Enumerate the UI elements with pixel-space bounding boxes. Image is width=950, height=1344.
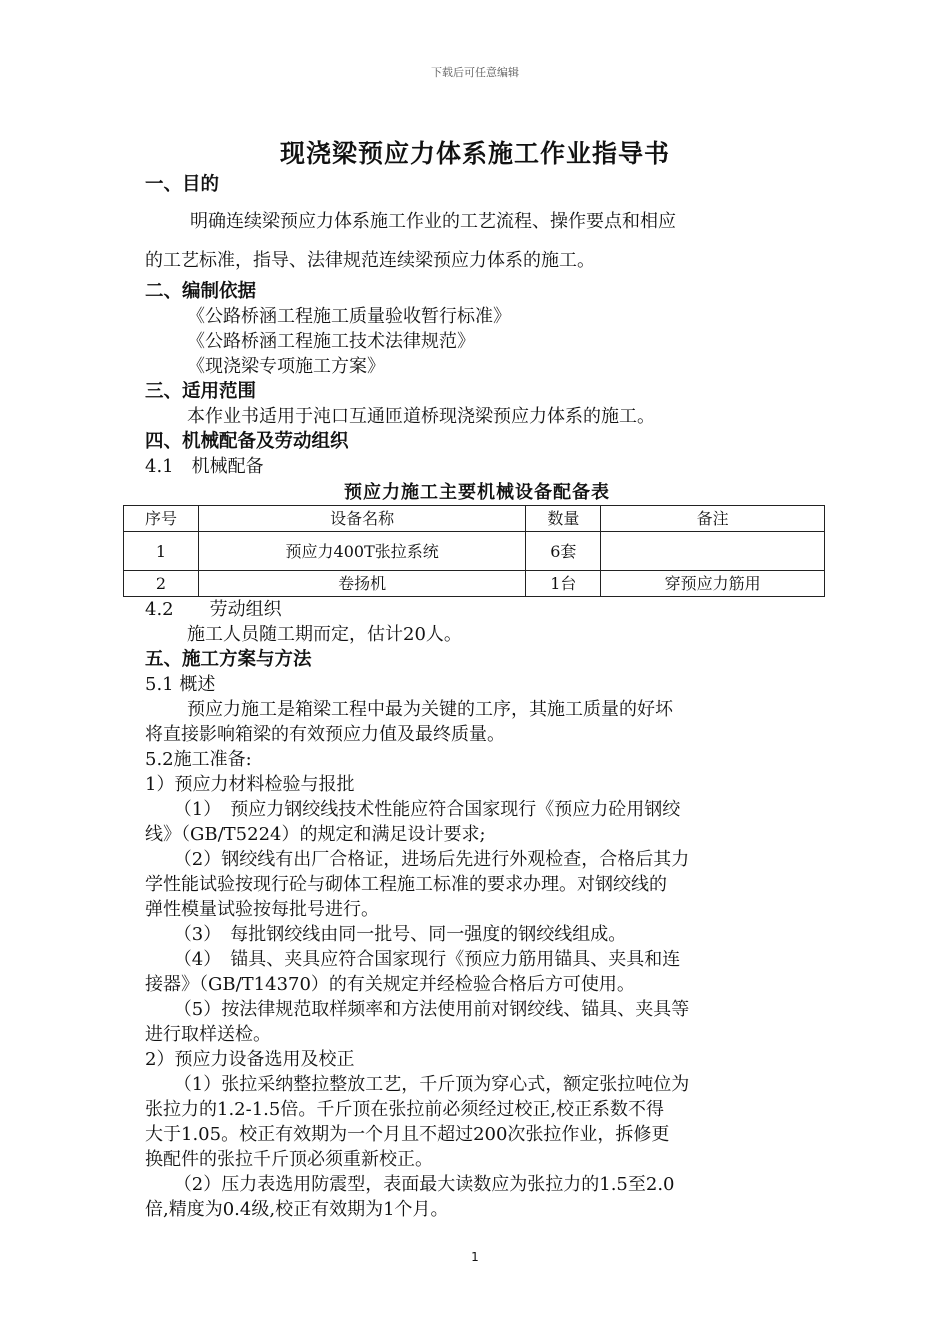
table-cell: 1台 [526, 571, 601, 597]
equipment-table [123, 505, 825, 597]
overview-line-1: 预应力施工是箱梁工程中最为关键的工序，其施工质量的好坏 [187, 699, 673, 720]
equipment-para-2: 倍,精度为0.4级,校正有效期为1个月。 [145, 1199, 449, 1220]
basis-ref-2: 《公路桥涵工程施工技术法律规范》 [187, 331, 475, 352]
material-item-heading: 1）预应力材料检验与报批 [145, 774, 355, 795]
page-number: 1 [471, 1250, 479, 1264]
table-cell: 2 [124, 571, 199, 597]
material-para-4: （4） 锚具、夹具应符合国家现行《预应力筋用锚具、夹具和连 [173, 949, 681, 970]
material-para-1: 线》（GB/T5224）的规定和满足设计要求; [145, 824, 486, 845]
equipment-para-1: 换配件的张拉千斤顶必须重新校正。 [145, 1149, 433, 1170]
material-para-1: （1） 预应力钢绞线技术性能应符合国家现行《预应力砼用钢绞 [173, 799, 681, 820]
scope-text: 本作业书适用于沌口互通匝道桥现浇梁预应力体系的施工。 [187, 406, 655, 427]
basis-ref-1: 《公路桥涵工程施工质量验收暂行标准》 [187, 306, 511, 327]
material-para-2: 弹性模量试验按每批号进行。 [145, 899, 379, 920]
section-heading-basis: 二、编制依据 [145, 281, 257, 302]
equipment-para-1: 大于1.05。校正有效期为一个月且不超过200次张拉作业，拆修更 [145, 1124, 670, 1145]
material-para-2: 学性能试验按现行砼与砌体工程施工标准的要求办理。对钢绞线的 [145, 874, 667, 895]
equipment-para-1: 张拉力的1.2-1.5倍。千斤顶在张拉前必须经过校正,校正系数不得 [145, 1099, 665, 1120]
material-para-5: （5）按法律规范取样频率和方法使用前对钢绞线、锚具、夹具等 [173, 999, 690, 1020]
machinery-subheading: 4.1 机械配备 [145, 456, 264, 477]
table-title: 预应力施工主要机械设备配备表 [344, 482, 610, 503]
section-heading-scope: 三、适用范围 [145, 381, 257, 402]
equipment-para-1: （1）张拉采纳整拉整放工艺，千斤顶为穿心式，额定张拉吨位为 [173, 1074, 690, 1095]
section-heading-machinery: 四、机械配备及劳动组织 [145, 431, 349, 452]
table-header-row [124, 506, 825, 532]
table-header-cell: 数量 [526, 506, 601, 532]
table-cell [601, 532, 825, 571]
table-header-cell: 序号 [124, 506, 199, 532]
section-heading-method: 五、施工方案与方法 [145, 649, 312, 670]
overview-line-2: 将直接影响箱梁的有效预应力值及最终质量。 [145, 724, 505, 745]
material-para-2: （2）钢绞线有出厂合格证，进场后先进行外观检查，合格后其力 [173, 849, 690, 870]
preparation-subheading: 5.2施工准备: [145, 749, 252, 770]
purpose-line-2: 的工艺标准，指导、法律规范连续梁预应力体系的施工。 [145, 250, 595, 271]
document-title: 现浇梁预应力体系施工作业指导书 [279, 139, 670, 168]
overview-subheading: 5.1 概述 [145, 674, 216, 695]
material-para-3: （3） 每批钢绞线由同一批号、同一强度的钢绞线组成。 [173, 924, 627, 945]
material-para-4: 接器》（GB/T14370）的有关规定并经检验合格后方可使用。 [145, 974, 635, 995]
table-cell: 6套 [526, 532, 601, 571]
table-cell: 预应力400T张拉系统 [198, 532, 526, 571]
section-heading-purpose: 一、目的 [145, 174, 220, 195]
material-para-5: 进行取样送检。 [145, 1024, 271, 1045]
labor-text: 施工人员随工期而定，估计20人。 [187, 624, 462, 645]
page-header: 下载后可任意编辑 [431, 66, 519, 79]
basis-ref-3: 《现浇梁专项施工方案》 [187, 356, 385, 377]
labor-subheading: 4.2 劳动组织 [145, 599, 282, 620]
document-body [145, 172, 809, 1222]
table-row [124, 571, 825, 597]
purpose-line-1: 明确连续梁预应力体系施工作业的工艺流程、操作要点和相应 [190, 211, 676, 232]
equipment-item-heading: 2）预应力设备选用及校正 [145, 1049, 355, 1070]
table-row [124, 532, 825, 571]
table-header-cell: 设备名称 [198, 506, 526, 532]
table-cell: 1 [124, 532, 199, 571]
table-cell: 卷扬机 [198, 571, 526, 597]
equipment-para-2: （2）压力表选用防震型，表面最大读数应为张拉力的1.5至2.0 [173, 1174, 675, 1195]
table-header-cell: 备注 [601, 506, 825, 532]
table-cell: 穿预应力筋用 [601, 571, 825, 597]
